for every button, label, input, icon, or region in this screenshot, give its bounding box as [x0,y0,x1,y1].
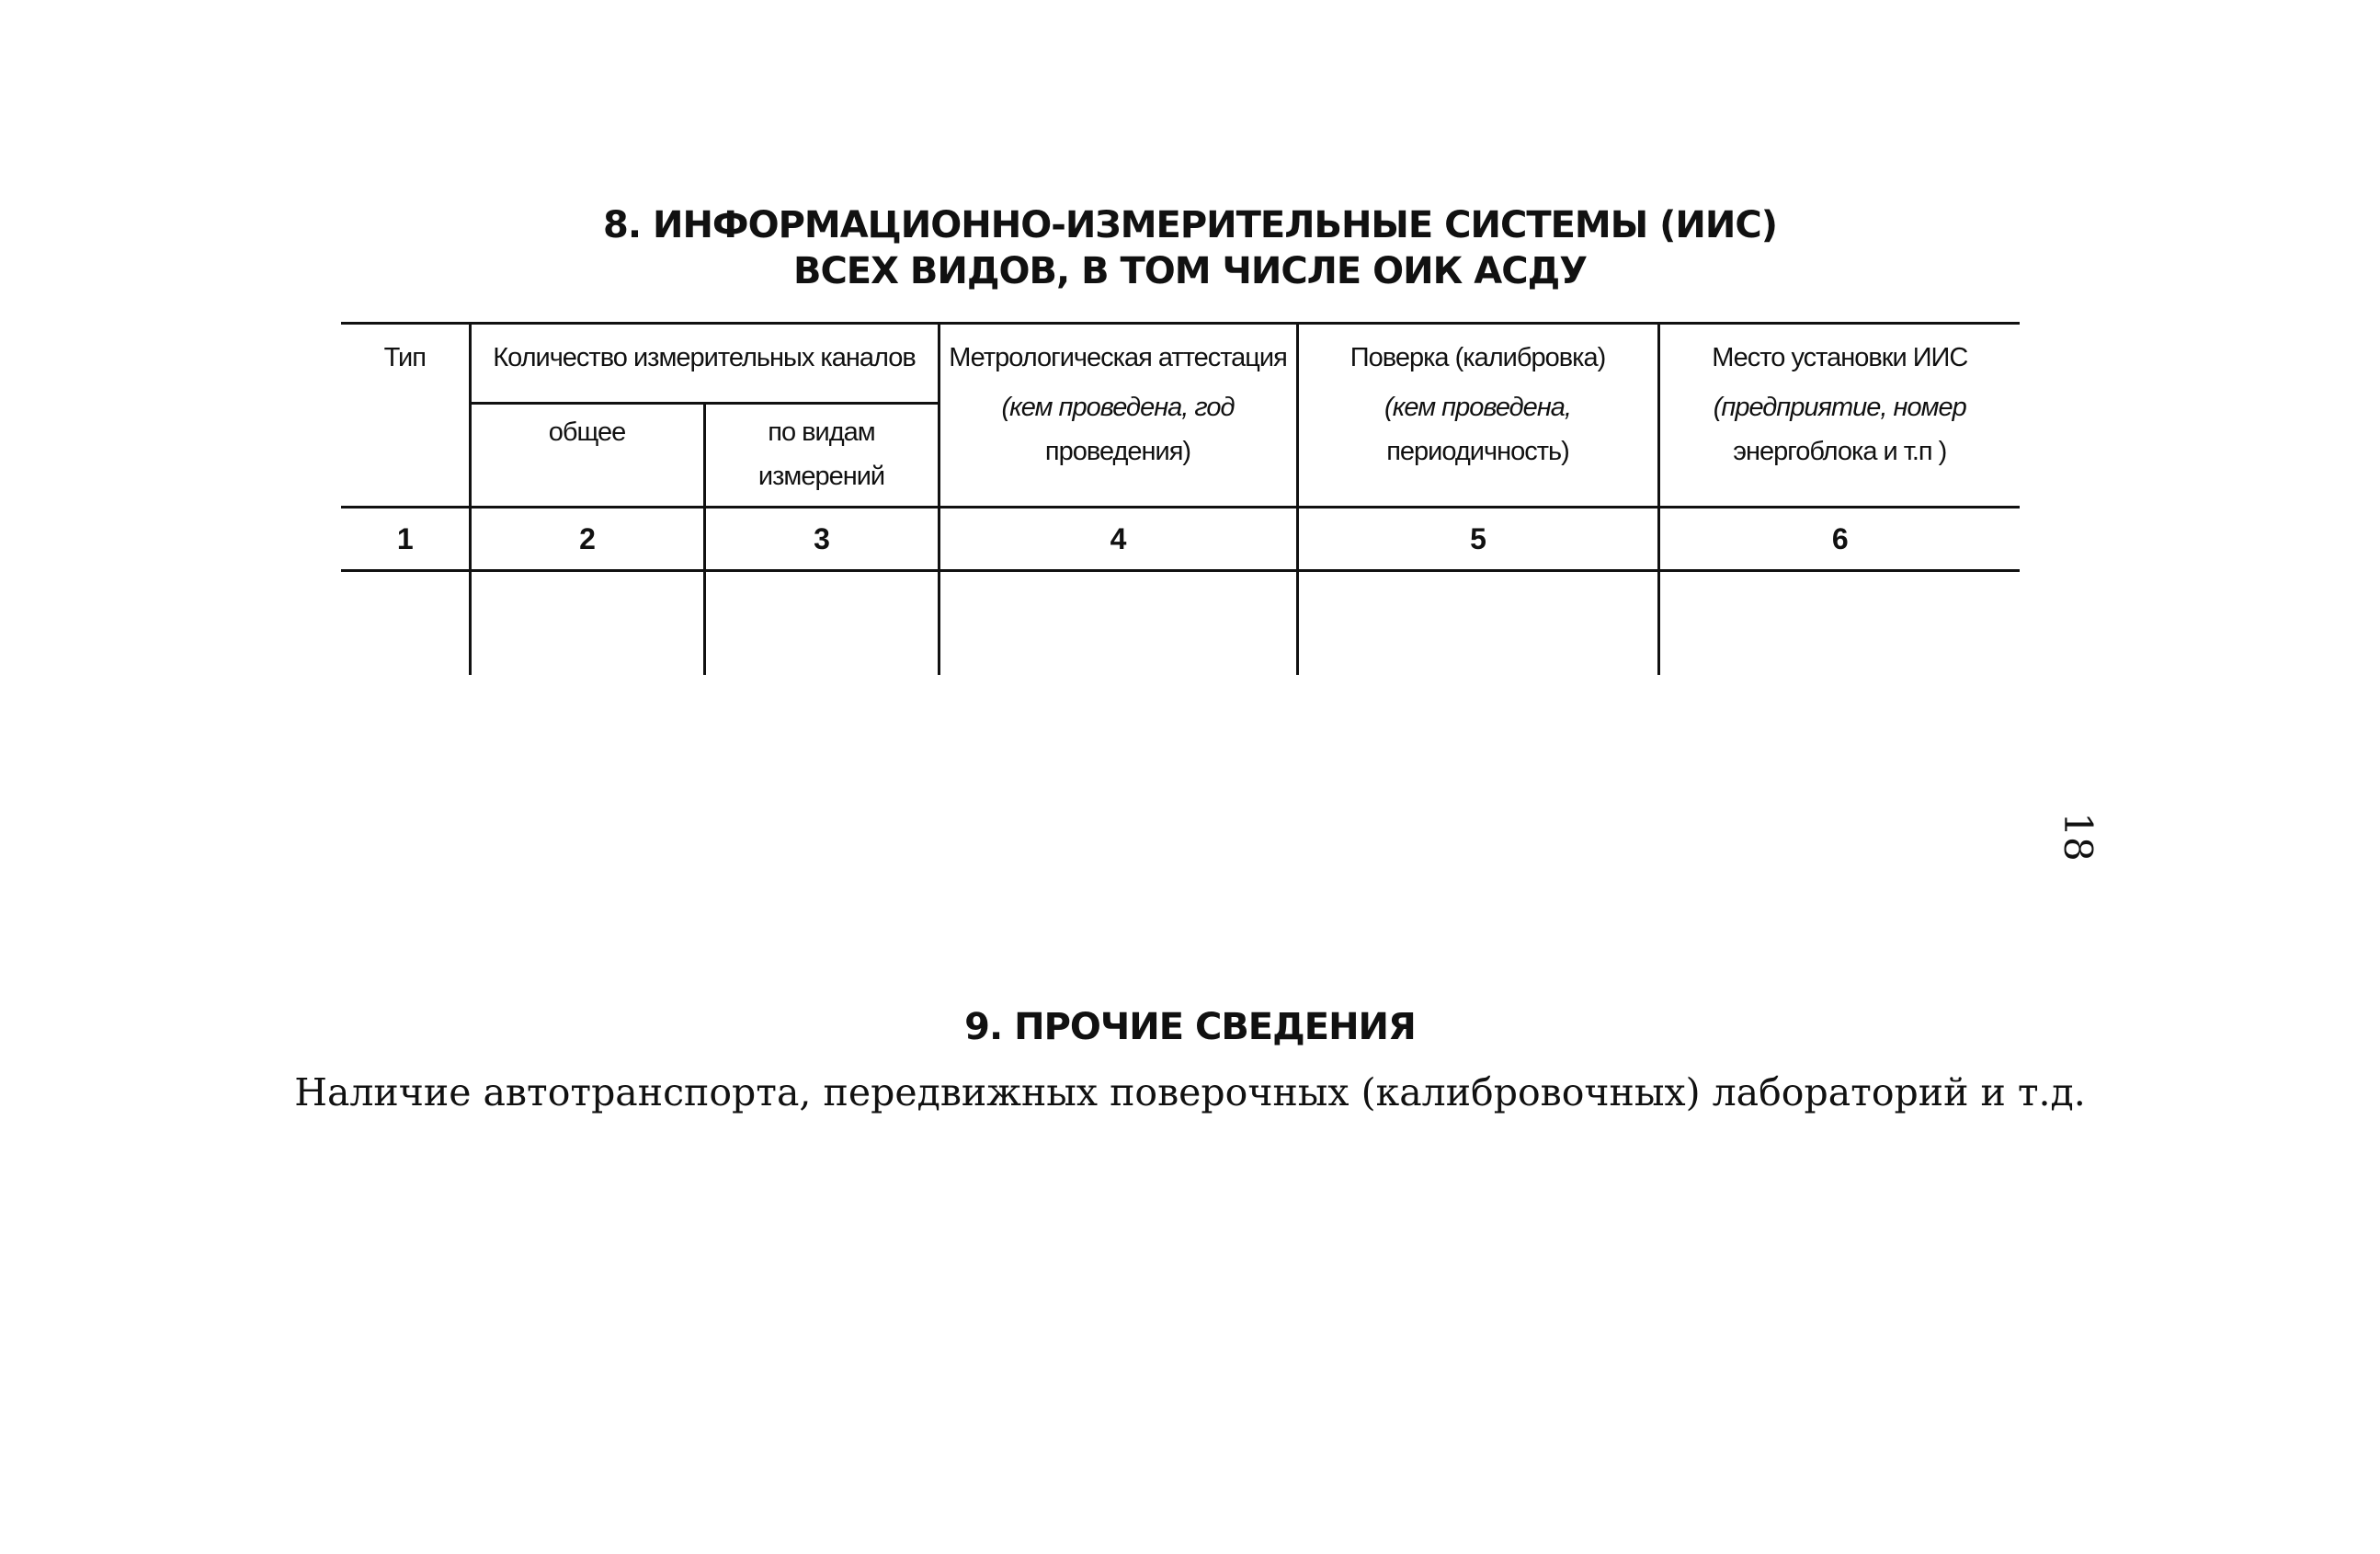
column-number: 1 [341,508,470,571]
empty-cell [341,571,470,676]
header-channels-total: общее [470,404,704,508]
empty-cell [470,571,704,676]
section-9-title: 9. ПРОЧИЕ СВЕДЕНИЯ [964,1006,1416,1048]
column-number: 3 [704,508,939,571]
empty-cell [939,571,1297,676]
page-number: 18 [2055,812,2101,862]
empty-cell [1297,571,1658,676]
header-location: Место установки ИИС (предприятие, номер энергоблока и т.п ) [1658,324,2020,508]
section-8-title [0,202,2380,294]
section-9-text: Наличие автотранспорта, передвижных поверочных (калибровочных) лабораторий и т.д. [294,1070,2086,1114]
column-number: 2 [470,508,704,571]
empty-cell [704,571,939,676]
header-type: Тип [341,324,470,508]
column-number-row [341,508,2020,571]
section-8-title-line2: ВСЕХ ВИДОВ, В ТОМ ЧИСЛЕ ОИК АСДУ [792,250,1588,292]
column-number: 4 [939,508,1297,571]
column-number: 5 [1297,508,1658,571]
header-metrology: Метрологическая аттестация (кем проведена, год проведения) [939,324,1297,508]
empty-cell [1658,571,2020,676]
table-header-row [341,324,2020,404]
section-8-title-line1: 8. ИНФОРМАЦИОННО-ИЗМЕРИТЕЛЬНЫЕ СИСТЕМЫ (ИИС) [603,204,1777,246]
iis-table [341,322,2020,675]
header-verification: Поверка (калибровка) (кем проведена, периодичность) [1297,324,1658,508]
column-number: 6 [1658,508,2020,571]
header-channels-by-type: по видам измерений [704,404,939,508]
header-channels: Количество измерительных каналов [470,324,939,404]
table-empty-row [341,571,2020,676]
